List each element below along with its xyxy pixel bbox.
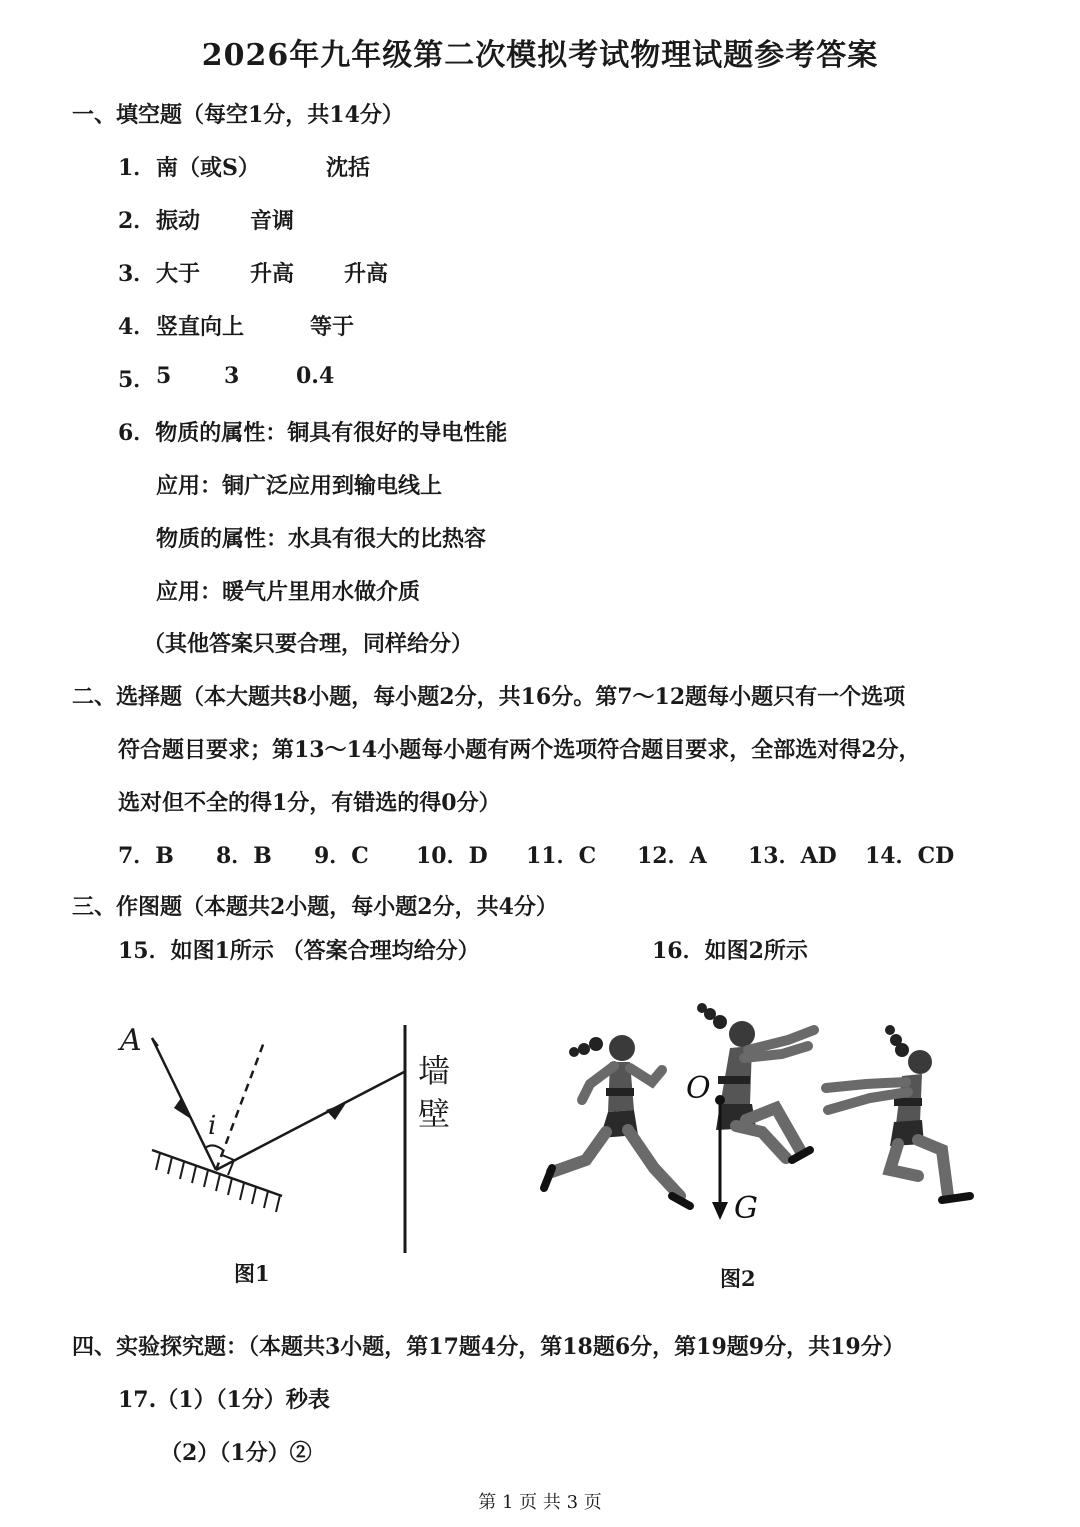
label-G: G xyxy=(734,1191,758,1226)
label-A: A xyxy=(120,1023,142,1058)
section-experiment-heading: 四、实验探究题：（本题共3小题，第17题4分，第18题6分，第19题9分，共19分） xyxy=(72,1334,905,1360)
reflected-ray xyxy=(216,1072,404,1170)
q3-answer-2: 升高 xyxy=(250,261,295,287)
q3-answer-3: 升高 xyxy=(344,261,389,287)
figure-1-caption: 图1 xyxy=(234,1261,270,1286)
q1-answer-2: 沈括 xyxy=(326,155,371,181)
q5-answer-1: 5 xyxy=(156,363,172,389)
q4-answer-2: 等于 xyxy=(310,314,355,340)
section-choice-heading: 二、选择题（本大题共8小题，每小题2分，共16分。第7～12题每小题只有一个选项 xyxy=(72,684,906,710)
athlete-running-figure xyxy=(544,1035,690,1206)
choice-answer-13: 13．AD xyxy=(748,843,837,869)
choice-answer-9: 9．C xyxy=(314,843,369,869)
choice-answer-14: 14．CD xyxy=(865,843,955,869)
label-i: i xyxy=(208,1111,217,1141)
angle-arc xyxy=(205,1145,223,1150)
q6-line-5: （其他答案只要合理，同样给分） xyxy=(143,631,474,657)
figure-1-reflection-diagram xyxy=(110,1010,490,1260)
q5-answer-2: 3 xyxy=(224,363,240,389)
q6-line-4: 应用：暖气片里用水做介质 xyxy=(156,579,421,605)
incident-ray xyxy=(152,1038,216,1170)
section-choice-heading-3: 选对但不全的得1分，有错选的得0分） xyxy=(118,790,501,816)
mirror-hatching xyxy=(156,1153,280,1212)
q3-number: 3． xyxy=(118,261,156,287)
choice-answer-8: 8．B xyxy=(216,843,272,869)
section-drawing-heading: 三、作图题（本题共2小题，每小题2分，共4分） xyxy=(72,894,558,920)
gravity-arrow-icon xyxy=(712,1202,728,1220)
wall-label-2: 壁 xyxy=(418,1095,451,1133)
q17-part-1: 17.（1）（1分）秒表 xyxy=(118,1387,330,1413)
q3-answer-1: 大于 xyxy=(156,261,201,287)
q16-text: 16．如图2所示 xyxy=(652,938,808,964)
choice-answer-7: 7．B xyxy=(118,843,174,869)
athlete-landing-figure xyxy=(826,1025,970,1200)
q2-answer-2: 音调 xyxy=(250,208,295,234)
section-choice-heading-2: 符合题目要求；第13～14小题每小题有两个选项符合题目要求，全部选对得2分， xyxy=(118,737,921,763)
section-fill-heading: 一、填空题（每空1分，共14分） xyxy=(72,102,404,128)
q6-line-1: 6．物质的属性：铜具有很好的导电性能 xyxy=(118,420,508,446)
figure-2-long-jump-diagram xyxy=(530,1000,1000,1230)
figure-2-caption: 图2 xyxy=(720,1266,756,1291)
q15-text: 15．如图1所示 （答案合理均给分） xyxy=(118,938,480,964)
q4-number: 4． xyxy=(118,314,156,340)
q6-line-2: 应用：铜广泛应用到输电线上 xyxy=(156,473,443,499)
q1-number: 1． xyxy=(118,155,156,181)
q5-number: 5． xyxy=(118,367,156,393)
q17-part-2: （2）（1分）② xyxy=(160,1440,312,1466)
q6-line-3: 物质的属性：水具有很大的比热容 xyxy=(156,526,487,552)
page-footer: 第 1 页 共 3 页 xyxy=(478,1492,602,1513)
wall-label-1: 墙 xyxy=(418,1052,451,1090)
q2-answer-1: 振动 xyxy=(156,208,201,234)
reflected-arrow-icon xyxy=(326,1103,346,1120)
athlete-jumping-figure xyxy=(697,1003,814,1160)
choice-answer-11: 11．C xyxy=(526,843,597,869)
q5-answer-3: 0.4 xyxy=(296,363,335,389)
q4-answer-1: 竖直向上 xyxy=(156,314,245,340)
page-title: 2026年九年级第二次模拟考试物理试题参考答案 xyxy=(201,38,879,73)
choice-answer-12: 12．A xyxy=(637,843,707,869)
q1-answer-1: 南（或S） xyxy=(156,155,260,181)
label-O: O xyxy=(686,1071,711,1106)
choice-answer-10: 10．D xyxy=(416,843,488,869)
q2-number: 2． xyxy=(118,208,156,234)
normal-line xyxy=(216,1042,264,1170)
incident-arrow-icon xyxy=(174,1098,191,1119)
